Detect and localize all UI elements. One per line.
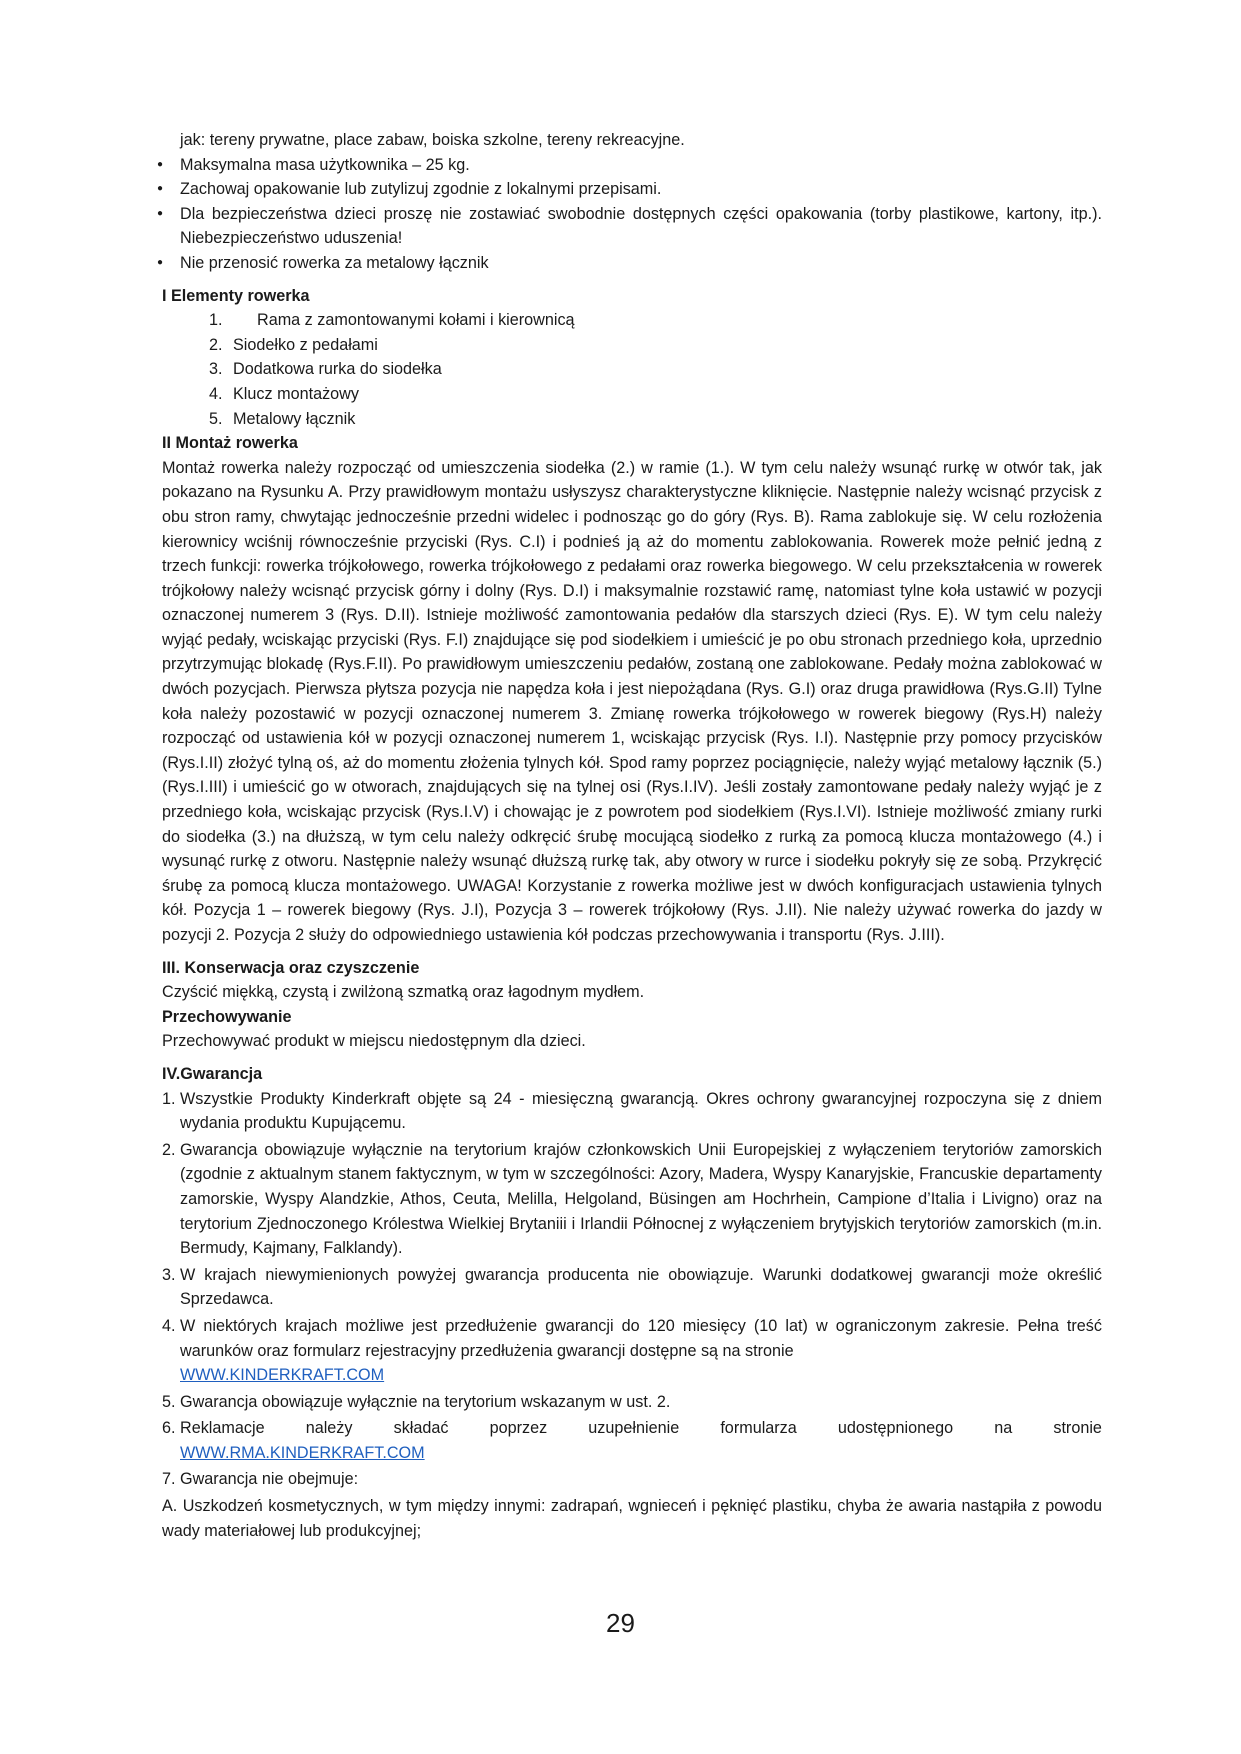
section-title-warranty: IV.Gwarancja — [162, 1064, 263, 1083]
bullet-item: ● Zachowaj opakowanie lub zutylizuj zgodnie z lokalnymi przepisami. — [162, 177, 1102, 202]
page-number: 29 — [606, 1608, 635, 1638]
warranty-item: 6. Reklamacje należy składać poprzez uzupełnienie formularza udostępnionego na stronie WWW.RMA.KINDERKRAFT.COM — [162, 1416, 1102, 1465]
element-item: 4. Klucz montażowy — [209, 384, 359, 403]
warranty-exclusion-a: A. Uszkodzeń kosmetycznych, w tym między innymi: zadrapań, wgnieceń i pęknięć plastiku, chyba że awaria nastąpiła z powodu wady materiałowej lub produkcyjnej; — [162, 1497, 1102, 1540]
intro-continuation: jak: tereny prywatne, place zabaw, boiska szkolne, tereny rekreacyjne. — [180, 131, 685, 149]
warranty-list — [162, 1087, 1102, 1493]
page-content — [162, 128, 1102, 1543]
element-item: 5. Metalowy łącznik — [209, 409, 356, 428]
safety-bullet-list — [162, 153, 1102, 276]
elements-list — [162, 308, 1102, 431]
warranty-item: 3. W krajach niewymienionych powyżej gwarancja producenta nie obowiązuje. Warunki dodatkowej gwarancji może określić Sprzedawca. — [162, 1265, 1102, 1309]
element-item: 3. Dodatkowa rurka do siodełka — [209, 360, 442, 379]
section-title-storage: Przechowywanie — [162, 1007, 292, 1026]
section-title-elements: I Elementy rowerka — [162, 286, 310, 305]
bullet-item: ● Maksymalna masa użytkownika – 25 kg. — [162, 153, 1102, 178]
warranty-item-6-text: Reklamacje należy składać poprzez uzupełnienie formularza udostępnionego na stronie — [180, 1419, 1102, 1438]
warranty-item: 4. W niektórych krajach możliwe jest przedłużenie gwarancji do 120 miesięcy (10 lat) w ograniczonym zakresie. Pełna treść warunków oraz formularz rejestracyjny przedłużenia gwarancji dostępne są na stronie WWW.KINDERKRAFT.COM — [162, 1316, 1102, 1385]
kinderkraft-website-link[interactable]: WWW.KINDERKRAFT.COM — [180, 1366, 385, 1385]
warranty-item: 2. Gwarancja obowiązuje wyłącznie na terytorium krajów członkowskich Unii Europejskiej z wyłączeniem terytoriów zamorskich (zgodnie z aktualnym stanem faktycznym, w tym w szczególności: Azory, Madera, Wyspy Kanaryjskie, Francuskie departamenty zamorskie, Wyspy Alandzkie, Athos, Ceuta, Melilla, Helgoland, Büsingen am Hochrhein, Campione d’Italia i Livigno) oraz na terytorium Zjednoczonego Królestwa Wielkiej Brytaniii i Irlandii Północnej z wyłączeniem brytyjskich terytoriów zamorskich (m.in. Bermudy, Kajmany, Falklandy). — [162, 1140, 1102, 1258]
rma-website-link[interactable]: WWW.RMA.KINDERKRAFT.COM — [180, 1443, 425, 1462]
bullet-item: ● Nie przenosić rowerka za metalowy łącznik — [162, 251, 1102, 276]
element-item: 1. Rama z zamontowanymi kołami i kierownicą — [209, 311, 575, 330]
section-title-assembly: II Montaż rowerka — [162, 434, 298, 453]
warranty-item: 7. Gwarancja nie obejmuje: — [162, 1470, 359, 1489]
maintenance-text: Czyścić miękką, czystą i zwilżoną szmatką oraz łagodnym mydłem. — [162, 983, 645, 1002]
element-item: 2. Siodełko z pedałami — [209, 335, 378, 354]
warranty-item: 5. Gwarancja obowiązuje wyłącznie na terytorium wskazanym w ust. 2. — [162, 1392, 671, 1411]
warranty-item: 1. Wszystkie Produkty Kinderkraft objęte są 24 - miesięczną gwarancją. Okres ochrony gwarancyjnej rozpoczyna się z dniem wydania produktu Kupującemu. — [162, 1089, 1102, 1133]
assembly-paragraph: Montaż rowerka należy rozpocząć od umieszczenia siodełka (2.) w ramie (1.). W tym celu należy wsunąć rurkę w otwór tak, jak pokazano na Rysunku A. Przy prawidłowym montażu usłyszysz charakterystyczne kliknięcie. Następnie należy wcisnąć przycisk z obu stron ramy, chwytając jednocześnie przedni widelec i podnosząc go do góry (Rys. B). Rama zablokuje się. W celu rozłożenia kierownicy wciśnij równocześnie przyciski (Rys. C.I) i podnieś ją aż do momentu zablokowania. Rowerek może pełnić jedną z trzech funkcji: rowerka trójkołowego, rowerka trójkołowego z pedałami oraz rowerka biegowego. W celu przekształcenia w rowerek trójkołowy należy wcisnąć przycisk górny i dolny (Rys. D.I) i maksymalnie rozstawić ramę, natomiast tylne koła ustawić w pozycji oznaczonej numerem 3 (Rys. D.II). Istnieje możliwość zamontowania pedałów dla starszych dzieci (Rys. E). W tym celu należy wyjąć pedały, wciskając przyciski (Rys. F.I) znajdujące się pod siodełkiem i umieścić je po obu stronach przedniego koła, uprzednio przytrzymując blokadę (Rys.F.II). Po prawidłowym umieszczeniu pedałów, zostaną one zablokowane. Pedały można zablokować w dwóch pozycjach. Pierwsza płytsza pozycja nie napędza koła i jest niepożądana (Rys. G.I) oraz druga prawidłowa (Rys.G.II) Tylne koła należy pozostawić w pozycji oznaczonej numerem 3. Zmianę rowerka trójkołowego w rowerek biegowy (Rys.H) należy rozpocząć od ustawienia kół w pozycji oznaczonej numerem 1, wciskając przycisk (Rys. I.I). Następnie przy pomocy przycisków (Rys.I.II) złożyć tylną oś, aż do momentu złożenia tylnych kół. Spod ramy poprzez pociągnięcie, należy wyjąć metalowy łącznik (5.) (Rys.I.III) i umieścić go w otworach, znajdujących się na tylnej osi (Rys.I.IV). Jeśli zostały zamontowane pedały należy wyjąć je z przedniego koła, wciskając przycisk (Rys.I.V) i chowając je z powrotem pod siodełkiem (Rys.I.VI). Istnieje możliwość zmiany rurki do siodełka (3.) na dłuższą, w tym celu należy odkręcić śrubę mocującą siodełko z rurką za pomocą klucza montażowego (4.) i wysunąć rurkę z otworu. Następnie należy wsunąć dłuższą rurkę tak, aby otwory w rurce i siodełku pokryły się ze sobą. Przykręcić śrubę za pomocą klucza montażowego. UWAGA! Korzystanie z rowerka możliwe jest w dwóch konfiguracjach ustawienia tylnych kół. Pozycja 1 – rowerek biegowy (Rys. J.I), Pozycja 3 – rowerek trójkołowy (Rys. J.II). Nie należy używać rowerka do jazdy w pozycji 2. Pozycja 2 służy do odpowiedniego ustawienia kół podczas przechowywania i transportu (Rys. J.III). — [162, 458, 1102, 944]
storage-text: Przechowywać produkt w miejscu niedostępnym dla dzieci. — [162, 1032, 586, 1051]
bullet-item: ● Dla bezpieczeństwa dzieci proszę nie zostawiać swobodnie dostępnych części opakowania (torby plastikowe, kartony, itp.). Niebezpieczeństwo uduszenia! — [162, 202, 1102, 251]
section-title-maintenance: III. Konserwacja oraz czyszczenie — [162, 958, 420, 977]
